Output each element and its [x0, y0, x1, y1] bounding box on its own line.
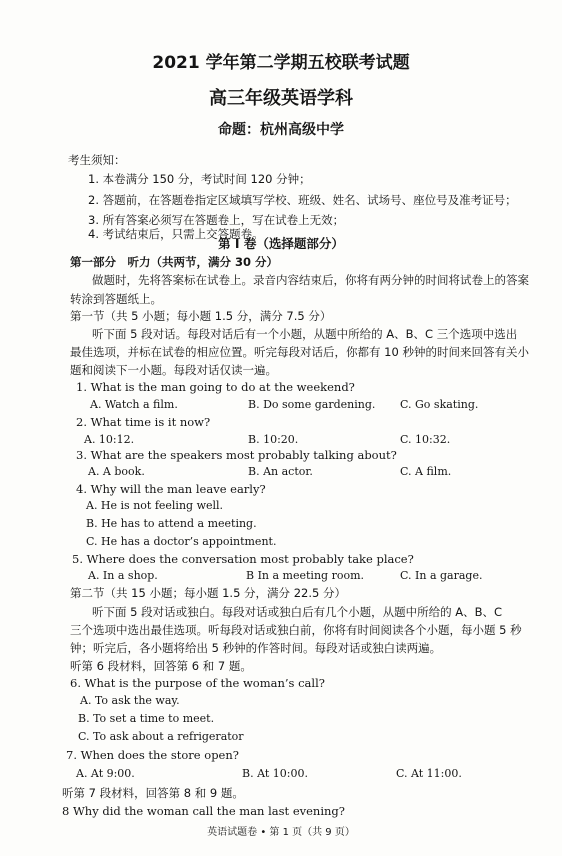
section2-heading: 第二节（共 15 小题；每小题 1.5 分，满分 22.5 分） [70, 586, 346, 600]
q2-option-a: A. 10:12. [84, 433, 135, 446]
section1-instr-3: 题和阅读下一小题。每段对话仅读一遍。 [70, 363, 277, 377]
question-2: 2. What time is it now? [76, 415, 211, 429]
page-footer: 英语试题卷 • 第 1 页（共 9 页） [207, 827, 355, 838]
question-5: 5. Where does the conversation most probably take place? [72, 552, 414, 566]
q7-option-c: C. At 11:00. [396, 767, 462, 780]
q1-option-c: C. Go skating. [400, 398, 479, 411]
question-8: 8 Why did the woman call the man last evening? [62, 804, 345, 818]
q3-option-a: A. A book. [88, 465, 145, 478]
q3-option-b: B. An actor. [248, 465, 313, 478]
notice-item-2: 2. 答题前，在答题卷指定区域填写学校、班级、姓名、试场号、座位号及准考证号； [88, 193, 517, 207]
question-7: 7. When does the store open? [66, 748, 239, 762]
question-4: 4. Why will the man leave early? [76, 482, 266, 496]
section1-instr-1: 听下面 5 段对话。每段对话后有一个小题，从题中所给的 A、B、C 三个选项中选出 [92, 327, 518, 341]
material-7-note: 听第 7 段材料，回答第 8 和 9 题。 [62, 786, 244, 800]
section2-instr-3: 钟；听完后，各小题将给出 5 秒钟的作答时间。每段对话或独白读两遍。 [70, 641, 442, 655]
volume-title: 第 I 卷（选择题部分） [218, 236, 344, 251]
q6-option-a: A. To ask the way. [80, 694, 180, 707]
section2-instr-1: 听下面 5 段对话或独白。每段对话或独白后有几个小题，从题中所给的 A、B、C [92, 605, 503, 619]
q6-option-b: B. To set a time to meet. [78, 712, 215, 725]
notice-item-3: 3. 所有答案必须写在答题卷上，写在试卷上无效； [88, 213, 345, 227]
question-6: 6. What is the purpose of the woman’s call? [70, 676, 325, 690]
q1-option-b: B. Do some gardening. [248, 398, 376, 411]
exam-subject: 高三年级英语学科 [209, 88, 353, 109]
q6-option-c: C. To ask about a refrigerator [78, 730, 244, 743]
q5-option-a: A. In a shop. [88, 569, 158, 582]
section2-instr-2: 三个选项中选出最佳选项。听每段对话或独白前，你将有时间阅读各个小题，每小题 5 秒 [70, 623, 522, 637]
question-3: 3. What are the speakers most probably talking about? [76, 448, 397, 462]
part1-intro-1: 做题时，先将答案标在试卷上。录音内容结束后，你将有两分钟的时间将试卷上的答案 [92, 273, 529, 287]
question-1: 1. What is the man going to do at the weekend? [76, 380, 355, 394]
q7-option-a: A. At 9:00. [76, 767, 135, 780]
exam-title: 2021 学年第二学期五校联考试题 [152, 53, 410, 73]
q2-option-c: C. 10:32. [400, 433, 451, 446]
material-6-note: 听第 6 段材料，回答第 6 和 7 题。 [70, 659, 252, 673]
part1-heading: 第一部分 听力（共两节，满分 30 分） [70, 255, 279, 269]
q2-option-b: B. 10:20. [248, 433, 299, 446]
q1-option-a: A. Watch a film. [90, 398, 178, 411]
section1-heading: 第一节（共 5 小题；每小题 1.5 分，满分 7.5 分） [70, 309, 332, 323]
notice-heading: 考生须知： [68, 153, 126, 167]
q4-option-a: A. He is not feeling well. [86, 499, 224, 512]
section1-instr-2: 最佳选项，并标在试卷的相应位置。听完每段对话后，你都有 10 秒钟的时间来回答有关小 [70, 345, 529, 359]
exam-author: 命题：杭州高级中学 [218, 122, 344, 138]
q5-option-b: B In a meeting room. [246, 569, 365, 582]
q4-option-c: C. He has a doctor’s appointment. [86, 535, 277, 548]
q3-option-c: C. A film. [400, 465, 452, 478]
q4-option-b: B. He has to attend a meeting. [86, 517, 257, 530]
part1-intro-2: 转涂到答题纸上。 [70, 292, 162, 306]
notice-item-4: 4. 考试结束后，只需上交答题卷。 [88, 227, 264, 241]
notice-item-1: 1. 本卷满分 150 分，考试时间 120 分钟； [88, 172, 311, 186]
q7-option-b: B. At 10:00. [242, 767, 308, 780]
q5-option-c: C. In a garage. [400, 569, 483, 582]
